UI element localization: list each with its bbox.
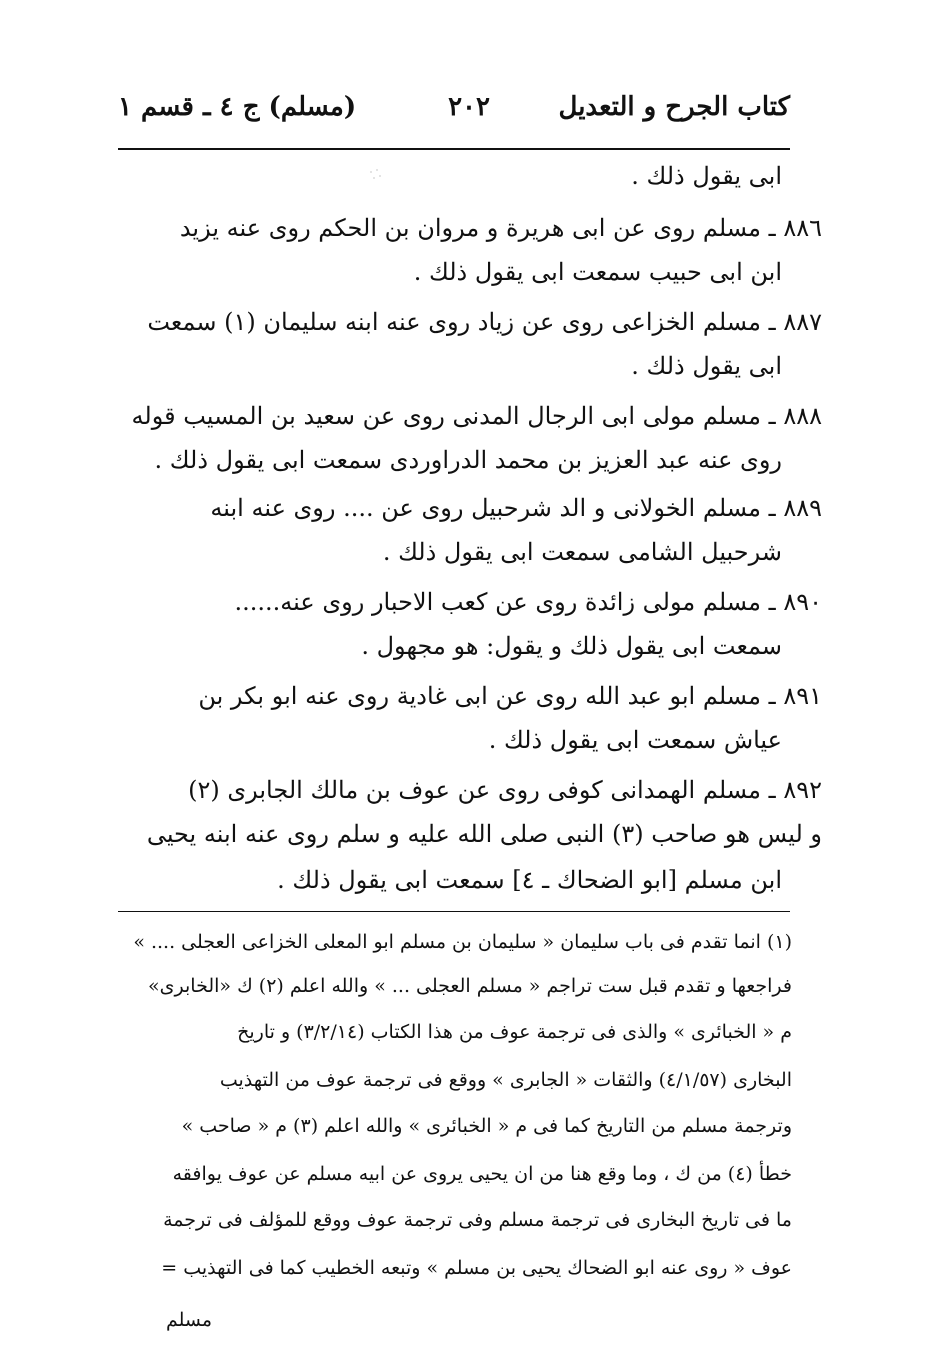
text-line: ابى يقول ذلك . xyxy=(631,162,782,190)
footnote-rule xyxy=(118,911,790,912)
text-line: شرحبيل الشامى سمعت ابى يقول ذلك . xyxy=(382,538,782,566)
paper-speck xyxy=(368,168,382,182)
entry-887: ٨٨٧ ـ مسلم الخزاعى روى عن زياد روى عنه ابنه سليمان (١) سمعت xyxy=(147,308,822,336)
text-line: ابن ابى حبيب سمعت ابى يقول ذلك . xyxy=(413,258,782,286)
page-number: ٢٠٢ xyxy=(448,92,490,122)
footnote-line: البخارى (٤/١/٥٧) والثقات « الجابرى » ووقع فى ترجمة عوف من التهذيب xyxy=(219,1069,792,1091)
entry-886: ٨٨٦ ـ مسلم روى عن ابى هريرة و مروان بن الحكم روى عنه يزيد xyxy=(179,214,822,242)
entry-891: ٨٩١ ـ مسلم ابو عبد الله روى عن ابى غادية روى عنه ابو بكر بن xyxy=(198,682,822,710)
text-line: ابى يقول ذلك . xyxy=(631,352,782,380)
entry-888: ٨٨٨ ـ مسلم مولى ابى الرجال المدنى روى عن سعيد بن المسيب قوله xyxy=(131,402,822,430)
footnote-line: خطأ (٤) من ك ، وما وقع هنا من ان يحيى يروى عن ابيه مسلم عن عوف يوافقه xyxy=(172,1163,792,1185)
footnote-line: م « الخبائرى » والذى فى ترجمة عوف من هذا الكتاب (٣/٢/١٤) و تاريخ xyxy=(237,1021,792,1043)
footnote-line: ما فى تاريخ البخارى فى ترجمة مسلم وفى ترجمة عوف ووقع للمؤلف فى ترجمة xyxy=(163,1209,792,1231)
header-rule xyxy=(118,148,790,150)
text-line: سمعت ابى يقول ذلك و يقول: هو مجهول . xyxy=(361,632,782,660)
entry-892: ٨٩٢ ـ مسلم الهمدانى كوفى روى عن عوف بن مالك الجابرى (٢) xyxy=(188,776,822,804)
text-line: و ليس هو صاحب (٣) النبى صلى الله عليه و سلم روى عنه ابنه يحيى xyxy=(146,820,822,848)
text-line: عياش سمعت ابى يقول ذلك . xyxy=(488,726,782,754)
footnote-line: وترجمة مسلم من التاريخ كما فى م « الخبائرى » والله اعلم (٣) م « صاحب » xyxy=(181,1115,792,1137)
entry-890: ٨٩٠ ـ مسلم مولى زائدة روى عن كعب الاحبار روى عنه...... xyxy=(234,588,822,616)
entry-889: ٨٨٩ ـ مسلم الخولانى و الد شرحبيل روى عن .... روى عنه ابنه xyxy=(210,494,822,522)
text-line: روى عنه عبد العزيز بن محمد الدراوردى سمعت ابى يقول ذلك . xyxy=(154,446,782,474)
footnote-line: فراجعها و تقدم قبل ست تراجم « مسلم العجلى ... » والله اعلم (٢) ك «الخابرى» xyxy=(148,975,792,997)
text-line: ابن مسلم [ابو الضحاك ـ ٤] سمعت ابى يقول ذلك . xyxy=(277,866,782,894)
running-header xyxy=(118,92,790,132)
catchword: مسلم xyxy=(165,1309,212,1331)
book-title: كتاب الجرح و التعديل xyxy=(558,92,790,122)
footnote-line: (١) انما تقدم فى باب سليمان « سليمان بن مسلم ابو المعلى الخزاعى العجلى .... » xyxy=(133,931,792,953)
section-label: (مسلم) ج ٤ ـ قسم ١ xyxy=(118,92,357,122)
footnote-line: عوف « روى عنه ابو الضحاك يحيى بن مسلم » وتبعه الخطيب كما فى التهذيب = xyxy=(161,1257,792,1279)
